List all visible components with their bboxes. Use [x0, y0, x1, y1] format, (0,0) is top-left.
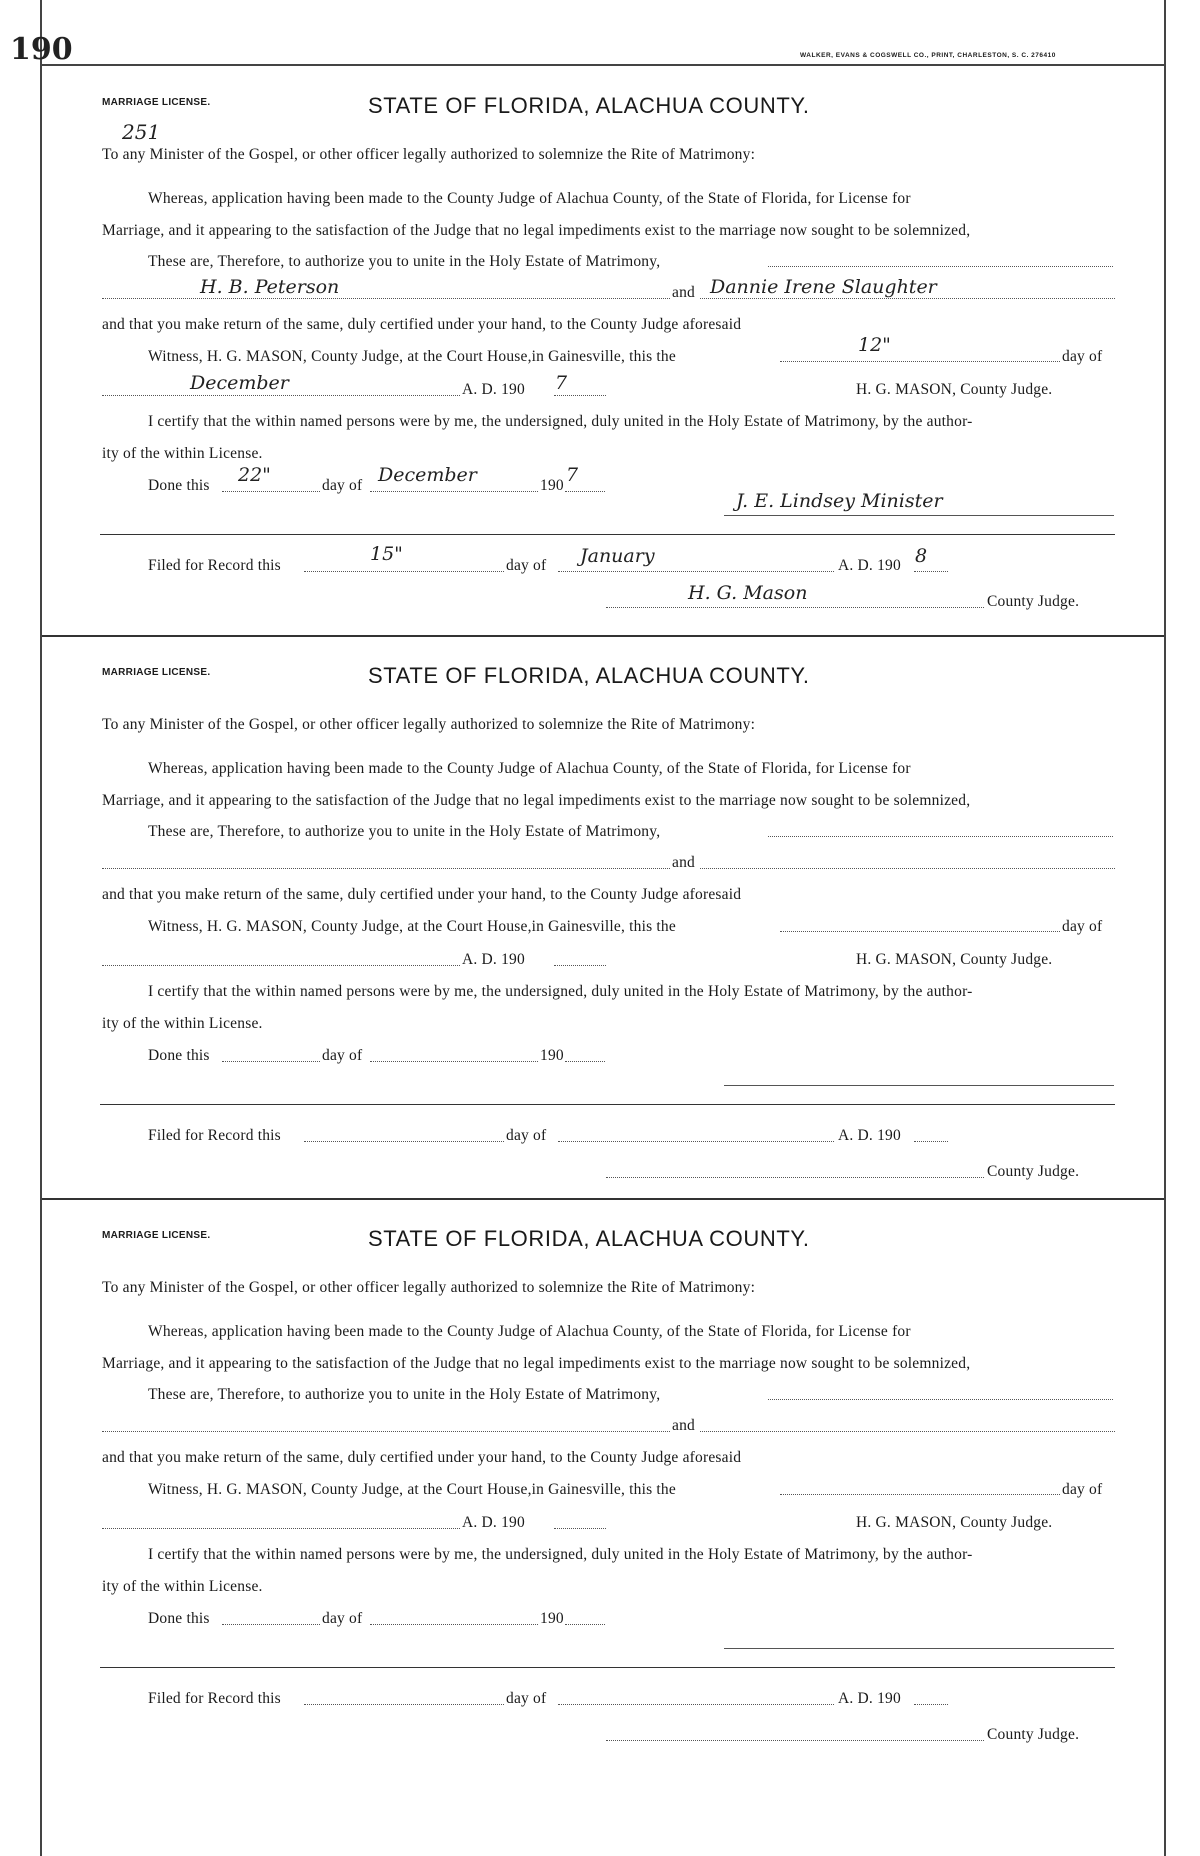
license-label: MARRIAGE LICENSE. [102, 97, 211, 108]
judge-signature: H. G. MASON, County Judge. [856, 951, 1053, 968]
bride-field [700, 1431, 1115, 1432]
done-month-field [370, 1061, 538, 1062]
ity-line: ity of the within License. [102, 1015, 263, 1032]
return-line: and that you make return of the same, duly certified under your hand, to the County Judge aforesaid [102, 886, 742, 903]
whereas-line: Whereas, application having been made to the County Judge of Alachua County, of the State of Florida, for License for [148, 1323, 911, 1340]
these-are-line: These are, Therefore, to authorize you to unite in the Holy Estate of Matrimony, [148, 823, 661, 840]
these-are-fill [768, 266, 1113, 267]
judge-hand-field [606, 1740, 984, 1741]
filed-ad-label: A. D. 190 [838, 557, 901, 574]
done-day-of-label: day of [322, 1610, 363, 1627]
top-rule [42, 64, 1164, 66]
witness-month-field [102, 395, 460, 396]
county-judge-label: County Judge. [987, 1163, 1080, 1180]
whereas-line: Whereas, application having been made to the County Judge of Alachua County, of the State of Florida, for License for [148, 190, 911, 207]
minister-signature-line [724, 515, 1114, 516]
minister-signature-line [724, 1085, 1114, 1086]
witness-month-field [102, 965, 460, 966]
witness-line: Witness, H. G. MASON, County Judge, at the Court House,in Gainesville, this the [148, 918, 676, 935]
bride-field [700, 298, 1115, 299]
filed-year-field [914, 1704, 948, 1705]
minister-signature: J. E. Lindsey Minister [736, 490, 943, 512]
done-year-label: 190 [540, 477, 564, 494]
day-of-label: day of [1062, 1481, 1103, 1498]
filed-day-field [304, 571, 504, 572]
ad-fill [554, 965, 606, 966]
filed-month-field [558, 571, 834, 572]
done-day-field [222, 1061, 320, 1062]
page-number: 190 [10, 32, 73, 67]
done-year-field [565, 491, 605, 492]
filed-ad-label: A. D. 190 [838, 1127, 901, 1144]
done-month: December [378, 464, 477, 486]
done-day: 22" [238, 464, 271, 486]
ad-fill [554, 1528, 606, 1529]
state-title: STATE OF FLORIDA, ALACHUA COUNTY. [368, 1226, 810, 1251]
filed-day-of-label: day of [506, 1127, 547, 1144]
county-judge-label: County Judge. [987, 593, 1080, 610]
return-line: and that you make return of the same, duly certified under your hand, to the County Judge aforesaid [102, 1449, 742, 1466]
these-are-fill [768, 1399, 1113, 1400]
witness-line: Witness, H. G. MASON, County Judge, at the Court House,in Gainesville, this the [148, 348, 676, 365]
ad-label: A. D. 190 [462, 1514, 525, 1531]
state-title: STATE OF FLORIDA, ALACHUA COUNTY. [368, 93, 810, 118]
state-title: STATE OF FLORIDA, ALACHUA COUNTY. [368, 663, 810, 688]
groom-field [102, 868, 670, 869]
judge-signature: H. G. MASON, County Judge. [856, 381, 1053, 398]
and-word: and [672, 284, 695, 301]
judge-hand-field [606, 1177, 984, 1178]
left-margin-rule [40, 0, 42, 1856]
filed-day-of-label: day of [506, 557, 547, 574]
address-line: To any Minister of the Gospel, or other officer legally authorized to solemnize the Rite of Matrimony: [102, 716, 756, 733]
filed-day-field [304, 1141, 504, 1142]
done-day-field [222, 491, 320, 492]
filed-separator [100, 1104, 1115, 1105]
done-this-label: Done this [148, 477, 210, 494]
certify-line: I certify that the within named persons were by me, the undersigned, duly united in the Holy Estate of Matrimony, by the author- [148, 983, 973, 1000]
done-year-suffix: 7 [566, 464, 579, 486]
filed-label: Filed for Record this [148, 1127, 281, 1144]
filed-month: January [580, 545, 655, 567]
groom-name: H. B. Peterson [200, 276, 340, 298]
filed-year-field [914, 1141, 948, 1142]
minister-signature-line [724, 1648, 1114, 1649]
filed-label: Filed for Record this [148, 1690, 281, 1707]
groom-field [102, 298, 670, 299]
county-judge-label: County Judge. [987, 1726, 1080, 1743]
filed-label: Filed for Record this [148, 557, 281, 574]
groom-field [102, 1431, 670, 1432]
witness-month-field [102, 1528, 460, 1529]
filed-separator [100, 534, 1115, 535]
ad-label: A. D. 190 [462, 951, 525, 968]
witness-day-field [780, 1494, 1060, 1495]
address-line: To any Minister of the Gospel, or other officer legally authorized to solemnize the Rite of Matrimony: [102, 1279, 756, 1296]
done-day-of-label: day of [322, 1047, 363, 1064]
filed-year-suffix: 8 [915, 545, 928, 567]
done-year-field [565, 1624, 605, 1625]
and-word: and [672, 1417, 695, 1434]
license-label: MARRIAGE LICENSE. [102, 667, 211, 678]
license-number: 251 [122, 120, 161, 144]
done-year-field [565, 1061, 605, 1062]
judge-hand-field [606, 607, 984, 608]
bride-name: Dannie Irene Slaughter [710, 276, 937, 298]
filed-ad-label: A. D. 190 [838, 1690, 901, 1707]
witness-year-suffix: 7 [555, 372, 568, 394]
filed-day-field [304, 1704, 504, 1705]
filed-year-field [914, 571, 948, 572]
done-year-label: 190 [540, 1610, 564, 1627]
filed-month-field [558, 1141, 834, 1142]
witness-line: Witness, H. G. MASON, County Judge, at the Court House,in Gainesville, this the [148, 1481, 676, 1498]
section-divider-1 [42, 635, 1164, 637]
done-this-label: Done this [148, 1047, 210, 1064]
ad-fill [554, 395, 606, 396]
certify-line: I certify that the within named persons were by me, the undersigned, duly united in the Holy Estate of Matrimony, by the author- [148, 413, 973, 430]
done-day-field [222, 1624, 320, 1625]
these-are-line: These are, Therefore, to authorize you to unite in the Holy Estate of Matrimony, [148, 253, 661, 270]
section-divider-2 [42, 1198, 1164, 1200]
filed-separator [100, 1667, 1115, 1668]
witness-day-field [780, 931, 1060, 932]
done-this-label: Done this [148, 1610, 210, 1627]
bride-field [700, 868, 1115, 869]
marriage-line: Marriage, and it appearing to the satisfaction of the Judge that no legal impediments exist to the marriage now sought to be solemnized, [102, 792, 971, 809]
marriage-line: Marriage, and it appearing to the satisfaction of the Judge that no legal impediments exist to the marriage now sought to be solemnized, [102, 222, 971, 239]
done-month-field [370, 491, 538, 492]
these-are-line: These are, Therefore, to authorize you to unite in the Holy Estate of Matrimony, [148, 1386, 661, 1403]
license-label: MARRIAGE LICENSE. [102, 1230, 211, 1241]
done-month-field [370, 1624, 538, 1625]
printer-imprint: WALKER, EVANS & COGSWELL CO., PRINT, CHARLESTON, S. C. 276410 [800, 52, 1056, 59]
day-of-label: day of [1062, 348, 1103, 365]
witness-day: 12" [858, 334, 891, 356]
judge-signature: H. G. MASON, County Judge. [856, 1514, 1053, 1531]
whereas-line: Whereas, application having been made to the County Judge of Alachua County, of the State of Florida, for License for [148, 760, 911, 777]
witness-day-field [780, 361, 1060, 362]
ity-line: ity of the within License. [102, 445, 263, 462]
ity-line: ity of the within License. [102, 1578, 263, 1595]
done-day-of-label: day of [322, 477, 363, 494]
address-line: To any Minister of the Gospel, or other officer legally authorized to solemnize the Rite of Matrimony: [102, 146, 756, 163]
and-word: and [672, 854, 695, 871]
certify-line: I certify that the within named persons were by me, the undersigned, duly united in the Holy Estate of Matrimony, by the author- [148, 1546, 973, 1563]
filed-month-field [558, 1704, 834, 1705]
witness-month: December [190, 372, 289, 394]
filed-day: 15" [370, 543, 403, 565]
these-are-fill [768, 836, 1113, 837]
marriage-line: Marriage, and it appearing to the satisfaction of the Judge that no legal impediments exist to the marriage now sought to be solemnized, [102, 1355, 971, 1372]
day-of-label: day of [1062, 918, 1103, 935]
judge-hand-signature: H. G. Mason [688, 582, 808, 604]
filed-day-of-label: day of [506, 1690, 547, 1707]
ad-label: A. D. 190 [462, 381, 525, 398]
return-line: and that you make return of the same, duly certified under your hand, to the County Judge aforesaid [102, 316, 742, 333]
done-year-label: 190 [540, 1047, 564, 1064]
right-margin-rule [1164, 0, 1166, 1856]
